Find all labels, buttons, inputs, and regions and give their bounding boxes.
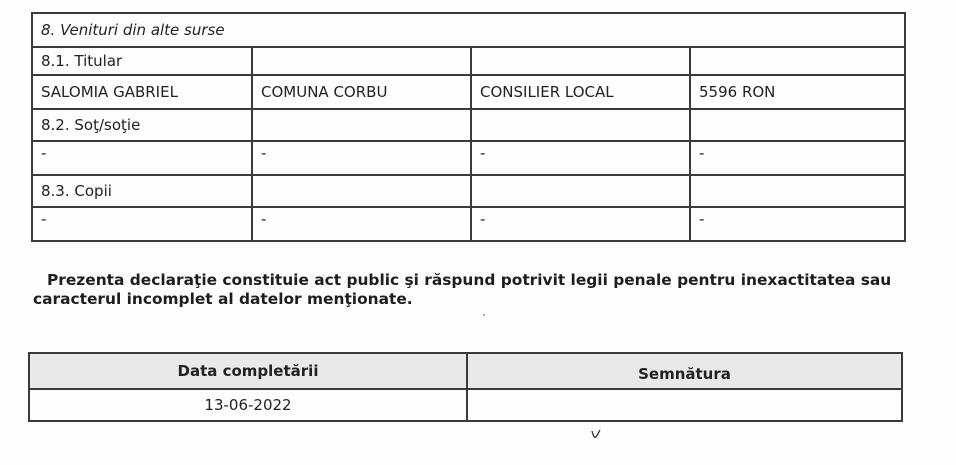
signature-value-row bbox=[29, 389, 902, 421]
table-row bbox=[32, 207, 905, 241]
date-header: Data completării bbox=[29, 353, 467, 389]
date-value: 13-06-2022 bbox=[29, 389, 467, 421]
other-income-table bbox=[31, 12, 906, 242]
section-title-row bbox=[32, 13, 905, 47]
table-cell bbox=[252, 175, 471, 207]
table-cell bbox=[252, 109, 471, 141]
table-row bbox=[32, 47, 905, 75]
declaration-text: Prezenta declaraţie constituie act public şi răspund potrivit legii penale pentru inexactitatea sau caracterul incomplet al datelor menţionate. bbox=[33, 271, 892, 308]
section-title: 8. Venituri din alte surse bbox=[32, 13, 905, 47]
table-cell bbox=[471, 47, 690, 75]
signature-scribble-icon bbox=[590, 428, 602, 440]
signature-header-row bbox=[29, 353, 902, 389]
row-label: 8.3. Copii bbox=[32, 175, 252, 207]
table-row bbox=[32, 141, 905, 175]
table-cell bbox=[471, 175, 690, 207]
table-cell bbox=[690, 47, 905, 75]
table-row bbox=[32, 75, 905, 109]
table-cell: COMUNA CORBU bbox=[252, 75, 471, 109]
table-cell: - bbox=[252, 207, 471, 241]
table-cell bbox=[252, 47, 471, 75]
table-cell: - bbox=[471, 141, 690, 175]
row-label: 8.1. Titular bbox=[32, 47, 252, 75]
row-label: - bbox=[32, 141, 252, 175]
signature-table bbox=[28, 352, 903, 422]
table-cell: - bbox=[690, 207, 905, 241]
row-label: SALOMIA GABRIEL bbox=[32, 75, 252, 109]
table-cell: - bbox=[471, 207, 690, 241]
signature-value bbox=[467, 389, 902, 421]
table-row bbox=[32, 109, 905, 141]
table-cell bbox=[471, 109, 690, 141]
table-cell bbox=[690, 175, 905, 207]
table-cell: CONSILIER LOCAL bbox=[471, 75, 690, 109]
row-label: 8.2. Soţ/soţie bbox=[32, 109, 252, 141]
table-cell: 5596 RON bbox=[690, 75, 905, 109]
table-cell: - bbox=[690, 141, 905, 175]
row-label: - bbox=[32, 207, 252, 241]
table-cell: - bbox=[252, 141, 471, 175]
scan-speck bbox=[483, 314, 485, 316]
table-row bbox=[32, 175, 905, 207]
signature-header: Semnătura bbox=[467, 353, 902, 389]
table-cell bbox=[690, 109, 905, 141]
